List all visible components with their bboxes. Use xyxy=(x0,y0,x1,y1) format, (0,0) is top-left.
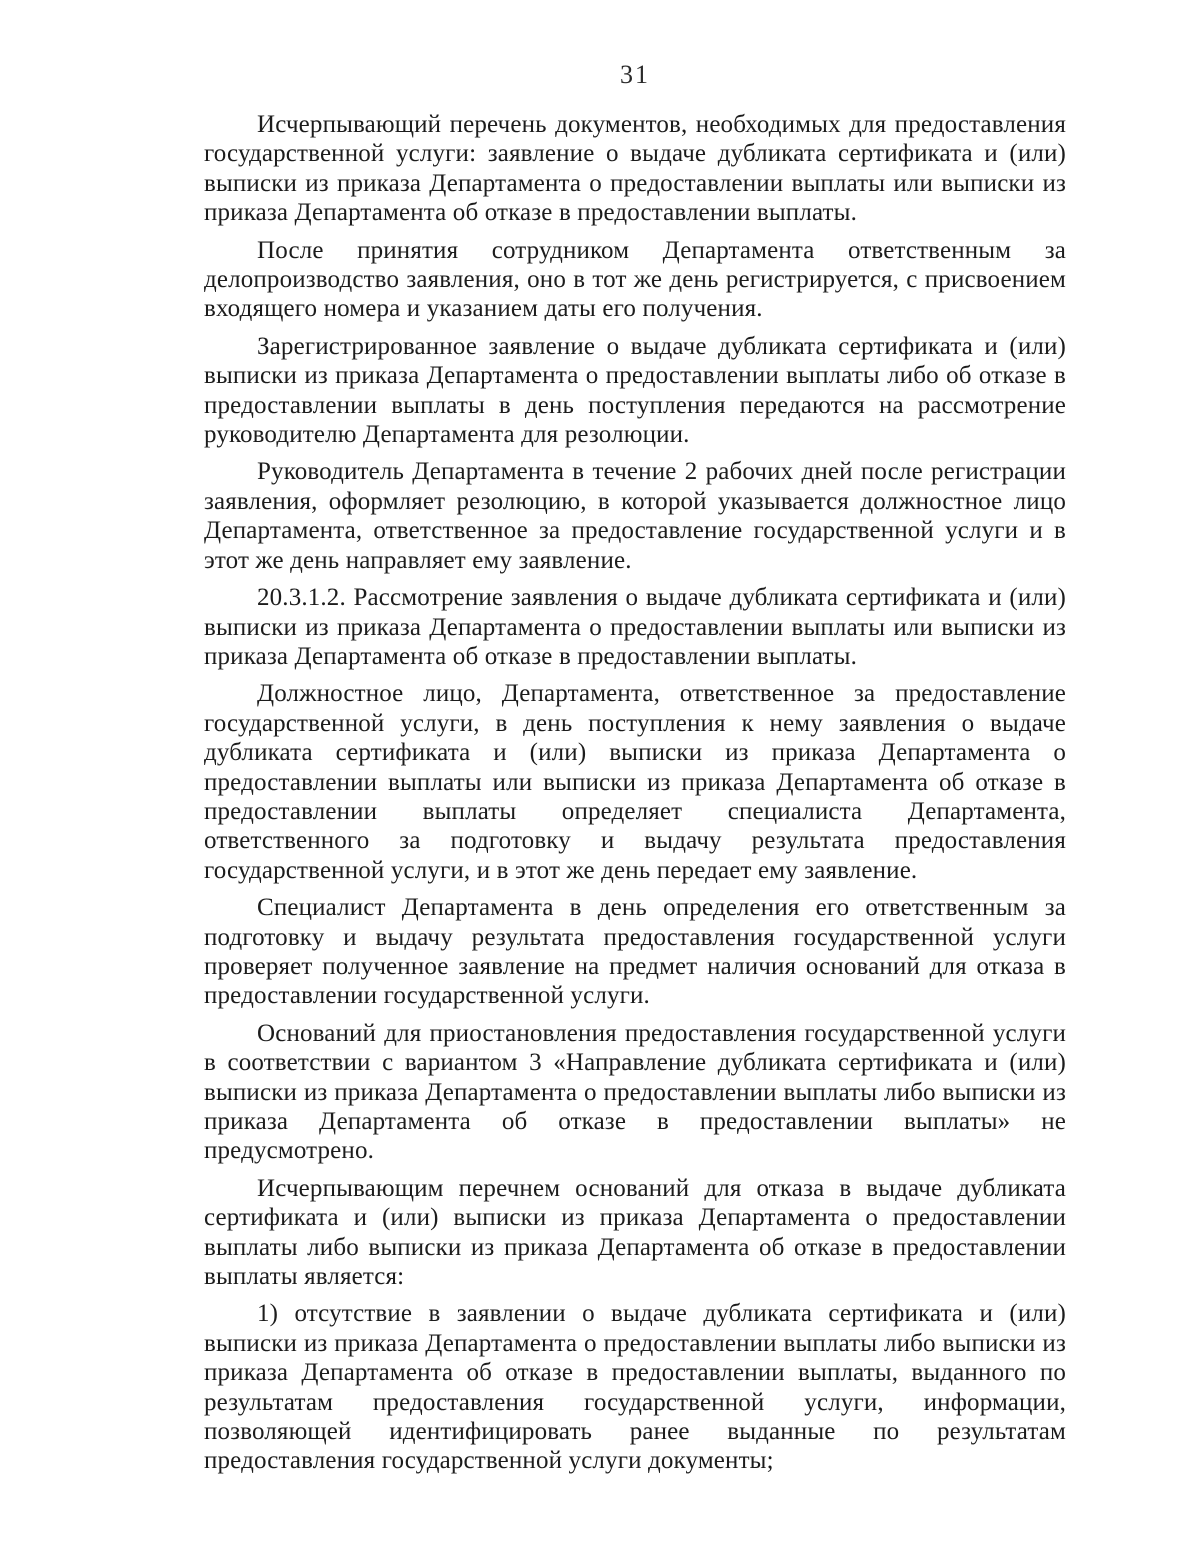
paragraph-official-assignment: Должностное лицо, Департамента, ответственное за предоставление государственной услуги, в день поступления к нему заявления о выдаче дубликата сертификата и (или) выписки из приказа Департамента о предоставлении выплаты или выписки из приказа Департамента об отказе в предоставлении выплаты определяет специалиста Департамента, ответственного за подготовку и выдачу результата предоставления государственной услуги, и в этот же день передает ему заявление. xyxy=(204,680,1066,884)
paragraph-section-20-3-1-2: 20.3.1.2. Рассмотрение заявления о выдаче дубликата сертификата и (или) выписки из приказа Департамента о предоставлении выплаты или выписки из приказа Департамента об отказе в предоставлении выплаты. xyxy=(204,584,1066,670)
document-body xyxy=(204,110,1066,1484)
paragraph-no-suspension: Оснований для приостановления предоставления государственной услуги в соответствии с вариантом 3 «Направление дубликата сертификата и (или) выписки из приказа Департамента о предоставлении выплаты либо выписки из приказа Департамента об отказе в предоставлении выплаты» не предусмотрено. xyxy=(204,1019,1066,1165)
paragraph-refusal-grounds: Исчерпывающим перечнем оснований для отказа в выдаче дубликата сертификата и (или) выписки из приказа Департамента о предоставлении выплаты либо выписки из приказа Департамента об отказе в предоставлении выплаты является: xyxy=(204,1174,1066,1291)
paragraph-resolution: Руководитель Департамента в течение 2 рабочих дней после регистрации заявления, оформляет резолюцию, в которой указывается должностное лицо Департамента, ответственное за предоставление государственной услуги и в этот же день направляет ему заявление. xyxy=(204,458,1066,574)
paragraph-document-list: Исчерпывающий перечень документов, необходимых для предоставления государственной услуги: заявление о выдаче дубликата сертификата и (или) выписки из приказа Департамента о предоставлении выплаты или выписки из приказа Департамента об отказе в предоставлении выплаты. xyxy=(204,111,1066,227)
paragraph-registration: После принятия сотрудником Департамента ответственным за делопроизводство заявления, оно в тот же день регистрируется, с присвоением входящего номера и указанием даты его получения. xyxy=(204,236,1066,323)
paragraph-specialist-check: Специалист Департамента в день определения его ответственным за подготовку и выдачу результата предоставления государственной услуги проверяет полученное заявление на предмет наличия оснований для отказа в предоставлении государственной услуги. xyxy=(204,894,1066,1010)
list-item-refusal-ground-1: 1) отсутствие в заявлении о выдаче дубликата сертификата и (или) выписки из приказа Департамента о предоставлении выплаты либо выписки из приказа Департамента об отказе в предоставлении выплаты, выданного по результатам предоставления государственной услуги, информации, позволяющей идентифицировать ранее выданные по результатам предоставления государственной услуги документы; xyxy=(204,1300,1066,1475)
page-number: 31 xyxy=(620,60,650,89)
paragraph-transfer-to-head: Зарегистрированное заявление о выдаче дубликата сертификата и (или) выписки из приказа Департамента о предоставлении выплаты либо об отказе в предоставлении выплаты в день поступления передаются на рассмотрение руководителю Департамента для резолюции. xyxy=(204,332,1066,449)
